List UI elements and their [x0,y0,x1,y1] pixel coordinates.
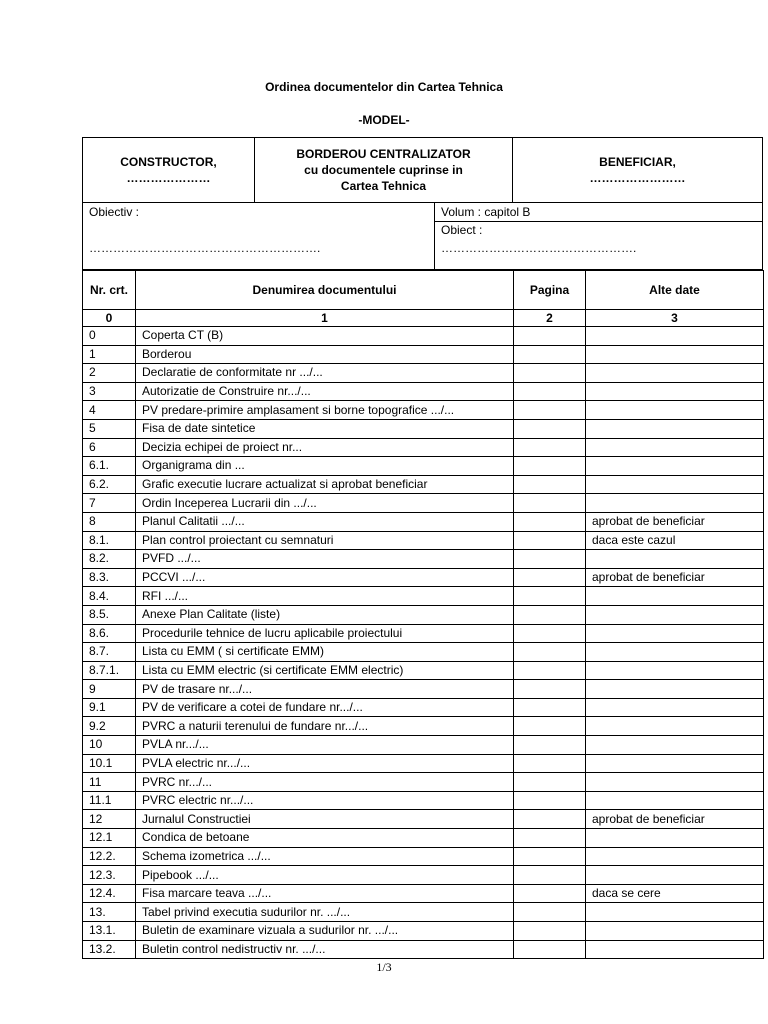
table-row [83,754,764,773]
table-row [83,587,764,606]
table-row [83,791,764,810]
row-pag [514,531,586,550]
row-den: Autorizatie de Construire nr.../... [136,382,514,401]
table-row [83,643,764,662]
row-nr: 8.1. [83,531,136,550]
row-pag [514,587,586,606]
page-number: 1/3 [376,960,392,974]
table-row [83,512,764,531]
row-den: Declaratie de conformitate nr .../... [136,364,514,383]
row-pag [514,327,586,346]
row-den: PCCVI .../... [136,568,514,587]
row-alte: aprobat de beneficiar [586,512,764,531]
row-nr: 8.3. [83,568,136,587]
row-alte [586,364,764,383]
row-pag [514,717,586,736]
row-alte [586,940,764,959]
row-nr: 8.7. [83,643,136,662]
col-nr-header: Nr. crt. [83,271,136,310]
row-den: Procedurile tehnice de lucru aplicabile proiectului [136,624,514,643]
row-alte: aprobat de beneficiar [586,568,764,587]
objective-dots: …………………………………………………. [89,241,321,255]
row-alte [586,922,764,941]
row-nr: 10 [83,736,136,755]
table-row [83,475,764,494]
row-den: Fisa marcare teava .../... [136,884,514,903]
table-row [83,327,764,346]
row-nr: 11.1 [83,791,136,810]
row-pag [514,680,586,699]
row-den: Fisa de date sintetice [136,419,514,438]
row-den: Buletin de examinare vizuala a sudurilor nr. .../... [136,922,514,941]
row-alte [586,419,764,438]
row-alte [586,829,764,848]
constructor-label: CONSTRUCTOR, [120,155,217,169]
row-alte [586,327,764,346]
col-index-1: 1 [136,310,514,327]
row-pag [514,884,586,903]
row-alte [586,587,764,606]
row-alte [586,550,764,569]
row-nr: 13.2. [83,940,136,959]
row-pag [514,457,586,476]
objective-left [83,203,435,269]
row-pag [514,568,586,587]
row-pag [514,605,586,624]
document-subtitle: -MODEL- [358,113,410,127]
col-index-3: 3 [586,310,764,327]
row-den: Grafic executie lucrare actualizat si aprobat beneficiar [136,475,514,494]
row-nr: 12.2. [83,847,136,866]
row-nr: 13. [83,903,136,922]
row-den: Condica de betoane [136,829,514,848]
row-nr: 1 [83,345,136,364]
beneficiar-cell [513,138,762,202]
constructor-dots: ………………… [126,171,211,185]
row-den: Borderou [136,345,514,364]
col-pag-header: Pagina [514,271,586,310]
row-nr: 3 [83,382,136,401]
volum-divider [435,221,762,222]
table-row [83,364,764,383]
row-den: PVRC nr.../... [136,773,514,792]
row-alte [586,661,764,680]
row-nr: 5 [83,419,136,438]
row-alte [586,717,764,736]
row-alte: daca se cere [586,884,764,903]
table-row [83,624,764,643]
row-nr: 4 [83,401,136,420]
row-nr: 0 [83,327,136,346]
row-nr: 12 [83,810,136,829]
row-nr: 8 [83,512,136,531]
row-nr: 9.1 [83,698,136,717]
table-row [83,382,764,401]
row-pag [514,847,586,866]
row-nr: 6.2. [83,475,136,494]
table-row [83,773,764,792]
row-nr: 8.2. [83,550,136,569]
row-alte [586,494,764,513]
table-row [83,884,764,903]
table-row [83,494,764,513]
table-row [83,438,764,457]
row-den: PV de trasare nr.../... [136,680,514,699]
row-nr: 8.6. [83,624,136,643]
table-row [83,661,764,680]
obiect-dots: …………………………………………. [441,241,637,255]
objective-right [435,203,762,269]
row-den: PV predare-primire amplasament si borne topografice .../... [136,401,514,420]
table-row [83,829,764,848]
obiect-label: Obiect : [441,223,483,237]
row-pag [514,810,586,829]
row-pag [514,512,586,531]
row-den: Lista cu EMM electric (si certificate EMM electric) [136,661,514,680]
row-alte [586,605,764,624]
row-nr: 11 [83,773,136,792]
row-nr: 10.1 [83,754,136,773]
borderou-line-1: BORDEROU CENTRALIZATOR [296,147,471,161]
row-nr: 6 [83,438,136,457]
beneficiar-label: BENEFICIAR, [599,155,676,169]
row-alte [586,475,764,494]
table-row [83,550,764,569]
row-nr: 7 [83,494,136,513]
row-nr: 12.1 [83,829,136,848]
row-nr: 8.7.1. [83,661,136,680]
row-pag [514,698,586,717]
row-den: PVLA nr.../... [136,736,514,755]
row-pag [514,475,586,494]
col-index-2: 2 [514,310,586,327]
row-alte [586,438,764,457]
row-alte [586,791,764,810]
table-row [83,940,764,959]
borderou-line-3: Cartea Tehnica [340,179,427,193]
row-alte [586,643,764,662]
row-pag [514,364,586,383]
table-row [83,810,764,829]
row-pag [514,438,586,457]
row-pag [514,866,586,885]
table-row [83,866,764,885]
table-row [83,847,764,866]
row-pag [514,736,586,755]
row-den: Decizia echipei de proiect nr... [136,438,514,457]
row-den: PVRC a naturii terenului de fundare nr.../... [136,717,514,736]
row-pag [514,829,586,848]
table-row [83,698,764,717]
col-den-header: Denumirea documentului [136,271,514,310]
table-row [83,903,764,922]
row-den: PVLA electric nr.../... [136,754,514,773]
table-row [83,736,764,755]
row-nr: 13.1. [83,922,136,941]
row-alte [586,680,764,699]
row-alte [586,866,764,885]
row-alte [586,382,764,401]
table-row [83,605,764,624]
row-den: Coperta CT (B) [136,327,514,346]
row-nr: 2 [83,364,136,383]
table-row [83,717,764,736]
table-index-row [83,310,764,327]
row-alte: daca este cazul [586,531,764,550]
table-body [83,327,764,959]
row-alte [586,624,764,643]
row-den: Buletin control nedistructiv nr. .../... [136,940,514,959]
row-pag [514,494,586,513]
row-pag [514,419,586,438]
row-nr: 6.1. [83,457,136,476]
row-alte [586,345,764,364]
row-den: Schema izometrica .../... [136,847,514,866]
row-pag [514,754,586,773]
row-alte [586,903,764,922]
row-den: PV de verificare a cotei de fundare nr.../... [136,698,514,717]
row-pag [514,791,586,810]
volum-label: Volum : capitol B [441,205,531,219]
row-nr: 12.3. [83,866,136,885]
col-alte-header: Alte date [586,271,764,310]
row-den: Anexe Plan Calitate (liste) [136,605,514,624]
row-den: Jurnalul Constructiei [136,810,514,829]
header-block [82,137,763,203]
table-row [83,680,764,699]
row-alte [586,773,764,792]
table-row [83,457,764,476]
row-pag [514,773,586,792]
row-pag [514,903,586,922]
col-index-0: 0 [83,310,136,327]
beneficiar-dots: …………………… [589,171,686,185]
table-row [83,401,764,420]
row-pag [514,345,586,364]
row-den: Plan control proiectant cu semnaturi [136,531,514,550]
row-nr: 8.5. [83,605,136,624]
row-den: Ordin Inceperea Lucrarii din .../... [136,494,514,513]
table-row [83,345,764,364]
row-nr: 12.4. [83,884,136,903]
row-den: Organigrama din ... [136,457,514,476]
row-pag [514,940,586,959]
row-alte [586,847,764,866]
table-row [83,922,764,941]
row-pag [514,624,586,643]
row-den: PVRC electric nr.../... [136,791,514,810]
row-pag [514,922,586,941]
row-pag [514,550,586,569]
row-pag [514,401,586,420]
constructor-cell [83,138,255,202]
borderou-line-2: cu documentele cuprinse in [304,163,463,177]
table-row [83,419,764,438]
row-pag [514,643,586,662]
documents-table [82,270,764,959]
row-alte [586,401,764,420]
row-den: PVFD .../... [136,550,514,569]
row-nr: 9.2 [83,717,136,736]
row-alte [586,754,764,773]
row-den: RFI .../... [136,587,514,606]
row-den: Planul Calitatii .../... [136,512,514,531]
row-den: Pipebook .../... [136,866,514,885]
row-nr: 8.4. [83,587,136,606]
document-title: Ordinea documentelor din Cartea Tehnica [265,80,503,94]
table-row [83,531,764,550]
objective-block [82,203,763,270]
row-alte [586,457,764,476]
objective-label: Obiectiv : [89,205,140,219]
row-pag [514,382,586,401]
row-den: Tabel privind executia sudurilor nr. .../... [136,903,514,922]
row-alte [586,698,764,717]
table-row [83,568,764,587]
borderou-cell [255,138,513,202]
row-nr: 9 [83,680,136,699]
table-header-row [83,271,764,310]
row-alte: aprobat de beneficiar [586,810,764,829]
row-pag [514,661,586,680]
row-den: Lista cu EMM ( si certificate EMM) [136,643,514,662]
row-alte [586,736,764,755]
